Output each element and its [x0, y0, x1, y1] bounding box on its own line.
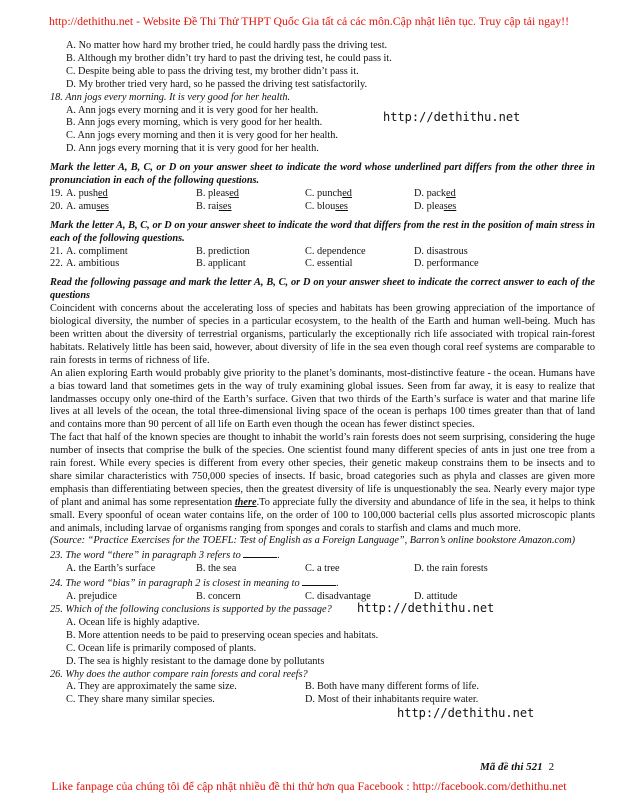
- option: C. Ocean life is primarily composed of plants.: [66, 642, 257, 654]
- answer-blank: [243, 548, 277, 558]
- question-number: 21.: [50, 245, 63, 257]
- option: A. No matter how hard my brother tried, he could hardly pass the driving test.: [66, 40, 388, 51]
- q17-options: [50, 40, 595, 92]
- option-b: B. concern: [196, 591, 241, 603]
- reading-instruction: Read the following passage and mark the letter A, B, C, or D on your answer sheet to indicate the correct answer to each of the questions: [50, 277, 595, 302]
- question-25: 25. Which of the following conclusions is supported by the passage?: [50, 603, 332, 615]
- question-number: 20.: [50, 200, 63, 212]
- option: B. More attention needs to be paid to preserving ocean species and habitats.: [66, 629, 379, 641]
- stress-instruction: Mark the letter A, B, C, or D on your answer sheet to indicate the word that differs from the rest in the position of main stress in each of the following questions.: [50, 219, 595, 244]
- option: C. Ann jogs every morning and then it is very good for her health.: [66, 130, 338, 142]
- option-b: B. applicant: [196, 258, 246, 270]
- page-number: 2: [548, 761, 555, 773]
- question-24: 24. The word “bias” in paragraph 2 is closest in meaning to .: [50, 578, 339, 590]
- page-header: http://dethithu.net - Website Đề Thi Thử THPT Quốc Gia tất cả các môn.Cập nhật liên tục. Truy cập tải ngay!!: [48, 14, 570, 28]
- option-d: D. pleases: [414, 200, 457, 212]
- option: C. Despite being able to pass the driving test, my brother didn’t pass it.: [66, 65, 359, 77]
- question-20: [50, 201, 595, 214]
- question-26: 26. Why does the author compare rain forests and coral reefs?: [50, 668, 308, 680]
- option: B. Although my brother didn’t try hard to past the driving test, he could pass it.: [66, 52, 392, 64]
- question-18: 18. Ann jogs every morning. It is very good for her health.: [50, 91, 291, 103]
- option-b: B. prediction: [196, 245, 250, 257]
- question-22: [50, 258, 595, 271]
- option-c: C. dependence: [305, 245, 366, 257]
- option: D. Ann jogs every morning that it is very good for her health.: [66, 143, 319, 155]
- q23-options: [50, 563, 595, 576]
- option-a: A. compliment: [66, 245, 128, 257]
- q18-options: [50, 105, 595, 157]
- option-b: B. the sea: [196, 563, 237, 575]
- pronunciation-instruction: Mark the letter A, B, C, or D on your answer sheet to indicate the word whose underlined part differs from the other three in pronunciation in each of the following questions.: [50, 162, 595, 187]
- option-a: A. They are approximately the same size.: [66, 681, 237, 693]
- passage-paragraph-1: Coincident with concerns about the accelerating loss of species and habitats has been growing appreciation of the importance of biological diversity, the number of species in a particular ecosystem, to the health of the Earth and human well-being. Much has been written about the diversity of terrestrial organisms, particularly the exceptionally rich life associated with tropical rain-forest habitats. Relatively little has been said, however, about diversity of life in the sea even though coral reef systems are comparable to rain forests in terms of richness of life.: [50, 303, 595, 366]
- question-21: [50, 246, 595, 259]
- option: A. Ocean life is highly adaptive.: [66, 616, 200, 628]
- option: D. The sea is highly resistant to the damage done by pollutants: [66, 655, 325, 667]
- option-d: D. packed: [414, 187, 456, 199]
- question-19: [50, 188, 595, 201]
- q24-options: [50, 591, 595, 604]
- option-c: C. punched: [305, 187, 352, 199]
- option: B. Ann jogs every morning, which is very good for her health.: [66, 117, 323, 129]
- option: D. My brother tried very hard, so he passed the driving test satisfactorily.: [66, 78, 368, 90]
- q26-options-row-1: [50, 681, 595, 694]
- q25-options: [50, 617, 595, 669]
- option: A. Ann jogs every morning and it is very good for her health.: [66, 104, 319, 116]
- highlighted-word-there: there: [234, 496, 257, 508]
- option-c: C. They share many similar species.: [66, 694, 215, 706]
- exam-page: [50, 40, 595, 707]
- option-c: C. blouses: [305, 200, 348, 212]
- watermark-text: http://dethithu.net: [397, 706, 535, 720]
- watermark-text: http://dethithu.net: [383, 110, 521, 124]
- exam-code: Mã đề thi 521 2: [480, 761, 555, 773]
- question-number: 19.: [50, 187, 63, 199]
- option-b: B. pleased: [196, 187, 239, 199]
- passage-source: (Source: “Practice Exercises for the TOEFL: Test of English as a Foreign Language”, Barron’s online bookstore Amazon.com): [50, 535, 576, 547]
- q26-options-row-2: [50, 694, 595, 707]
- answer-blank: [302, 576, 336, 586]
- option-d: D. attitude: [414, 591, 458, 603]
- option-d: D. Most of their inhabitants require water.: [305, 694, 479, 706]
- option-d: D. the rain forests: [414, 563, 488, 575]
- option-b: B. raises: [196, 200, 232, 212]
- option-b: B. Both have many different forms of life.: [305, 681, 479, 693]
- passage-paragraph-2: An alien exploring Earth would probably give priority to the planet’s dominants, most-distinctive feature - the ocean. Humans have a bias toward land that sometimes gets in the way of truly examining global issues. Seen from far away, it is easy to realize that landmasses occupy only one-third of the Earth’s surface. Given that two thirds of the Earth’s surface is water and that marine life lives at all levels of the ocean, the total three-dimensional living space of the ocean is perhaps 100 times greater than that of land and contains more than 90 percent of all life on Earth even though the ocean has fewer distinct species.: [50, 367, 595, 431]
- passage-paragraph-3: The fact that half of the known species are thought to inhabit the world’s rain forests does not seem surprising, considering the huge number of insects that comprise the bulk of the species. One scientist found many different species of ants in just one tree from a rain forest. While every species is different from every other species, their genetic makeup constrains them to be insects and to share similar characteristics with 750,000 species of insects. If basic, broad categories such as phyla and classes are given more emphasis than differentiating between species, then the greatest diversity of life is unquestionably the sea. Nearly every major type of plant and animal has some representation there.To appreciate fully the diversity and abundance of life in the sea, it helps to think small. Every spoonful of ocean water contains life, on the order of 100 to 100,000 bacterial cells plus assorted microscopic plants and animals, including larvae of organisms ranging from sponges and corals to starfish and clams and much more.: [50, 432, 595, 534]
- option-c: C. a tree: [305, 563, 340, 575]
- option-d: D. performance: [414, 258, 479, 270]
- option-a: A. ambitious: [66, 258, 120, 270]
- option-d: D. disastrous: [414, 245, 468, 257]
- question-number: 22.: [50, 258, 63, 270]
- option-a: A. pushed: [66, 187, 108, 199]
- option-a: A. amuses: [66, 200, 109, 212]
- option-c: C. essential: [305, 258, 353, 270]
- watermark-text: http://dethithu.net: [357, 601, 495, 615]
- option-a: A. prejudice: [66, 591, 117, 603]
- option-a: A. the Earth’s surface: [66, 563, 156, 575]
- page-footer: Like fanpage của chúng tôi để cập nhật nhiều đề thi thử hơn qua Facebook : http://facebook.com/dethithu.net: [51, 779, 567, 793]
- option-c: C. disadvantage: [305, 591, 371, 603]
- question-23: 23. The word “there” in paragraph 3 refers to .: [50, 550, 280, 562]
